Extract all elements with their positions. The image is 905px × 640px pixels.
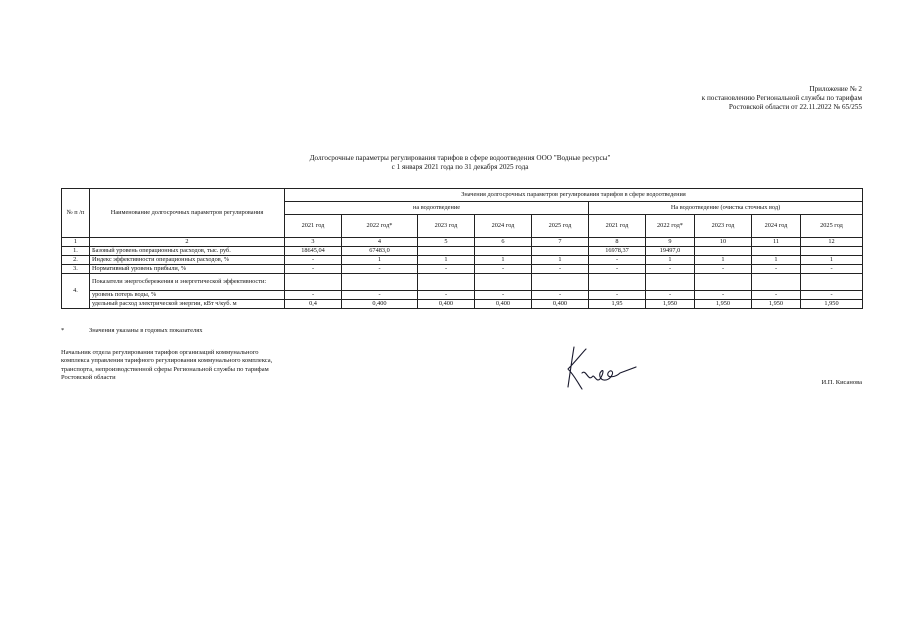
title-line: Долгосрочные параметры регулирования тарифов в сфере водоотведения ООО "Водные ресурсы" bbox=[309, 154, 611, 162]
footnote bbox=[61, 327, 203, 334]
empty-cell bbox=[695, 273, 752, 290]
value-cell: - bbox=[801, 290, 863, 299]
value-cell: - bbox=[801, 264, 863, 273]
row-number-cell: 1. bbox=[62, 246, 90, 255]
value-cell: 1,950 bbox=[646, 299, 695, 308]
empty-cell bbox=[646, 273, 695, 290]
value-cell: 1 bbox=[801, 255, 863, 264]
column-number-cell: 2 bbox=[90, 238, 285, 247]
value-cell: 18645,04 bbox=[285, 246, 342, 255]
value-cell: - bbox=[418, 290, 475, 299]
value-cell: 1,95 bbox=[589, 299, 646, 308]
value-cell: - bbox=[475, 264, 532, 273]
value-cell: 1 bbox=[752, 255, 801, 264]
column-number-cell: 7 bbox=[532, 238, 589, 247]
column-number-cell: 11 bbox=[752, 238, 801, 247]
value-cell: - bbox=[695, 290, 752, 299]
signature-position bbox=[61, 349, 341, 383]
header-cell-year: 2022 год* bbox=[646, 215, 695, 238]
appendix-note bbox=[602, 85, 862, 112]
header-cell-subgroup: на водоотведение bbox=[285, 202, 589, 215]
position-line: комплекса управления тарифного регулирования коммунального комплекса, bbox=[61, 357, 273, 365]
value-cell: 0,400 bbox=[532, 299, 589, 308]
value-cell bbox=[752, 246, 801, 255]
value-cell: - bbox=[589, 255, 646, 264]
value-cell bbox=[532, 246, 589, 255]
header-cell-year: 2023 год bbox=[418, 215, 475, 238]
header-cell-num: № п /п bbox=[62, 189, 90, 238]
value-cell: - bbox=[418, 264, 475, 273]
value-cell: 16978,37 bbox=[589, 246, 646, 255]
value-cell: 1,950 bbox=[752, 299, 801, 308]
value-cell: 1 bbox=[532, 255, 589, 264]
value-cell: - bbox=[342, 264, 418, 273]
header-cell-year: 2022 год* bbox=[342, 215, 418, 238]
column-number-cell: 8 bbox=[589, 238, 646, 247]
empty-cell bbox=[532, 273, 589, 290]
row-name-cell: уровень потерь воды, % bbox=[90, 290, 285, 299]
handwritten-signature bbox=[560, 343, 640, 393]
value-cell: - bbox=[695, 264, 752, 273]
value-cell: 0,4 bbox=[285, 299, 342, 308]
value-cell: 0,400 bbox=[475, 299, 532, 308]
value-cell bbox=[418, 246, 475, 255]
header-cell-year: 2025 год bbox=[801, 215, 863, 238]
column-number-cell: 12 bbox=[801, 238, 863, 247]
empty-cell bbox=[418, 273, 475, 290]
appendix-line: к постановлению Региональной службы по тарифам bbox=[701, 94, 862, 102]
value-cell: 1 bbox=[646, 255, 695, 264]
value-cell: 1,950 bbox=[695, 299, 752, 308]
appendix-line: Ростовской области от 22.11.2022 № 65/255 bbox=[728, 103, 862, 111]
empty-cell bbox=[475, 273, 532, 290]
value-cell: - bbox=[342, 290, 418, 299]
header-cell-name: Наименование долгосрочных параметров регулирования bbox=[90, 189, 285, 238]
position-line: Ростовской области bbox=[61, 374, 116, 382]
value-cell: - bbox=[589, 264, 646, 273]
header-cell-year: 2025 год bbox=[532, 215, 589, 238]
value-cell: - bbox=[285, 264, 342, 273]
table-row bbox=[62, 264, 863, 273]
empty-cell bbox=[342, 273, 418, 290]
empty-cell bbox=[589, 273, 646, 290]
value-cell: 67483,0 bbox=[342, 246, 418, 255]
value-cell bbox=[801, 246, 863, 255]
footnote-mark: * bbox=[61, 327, 65, 334]
value-cell: 1 bbox=[475, 255, 532, 264]
value-cell: - bbox=[589, 290, 646, 299]
value-cell: - bbox=[475, 290, 532, 299]
row-name-cell: Нормативный уровень прибыли, % bbox=[90, 264, 285, 273]
parameters-table bbox=[61, 188, 863, 309]
value-cell: 19497,0 bbox=[646, 246, 695, 255]
value-cell: - bbox=[285, 290, 342, 299]
document-title bbox=[160, 154, 760, 172]
value-cell: - bbox=[752, 264, 801, 273]
table-row bbox=[62, 246, 863, 255]
header-cell-year: 2024 год bbox=[475, 215, 532, 238]
column-number-cell: 9 bbox=[646, 238, 695, 247]
appendix-line: Приложение № 2 bbox=[809, 85, 862, 93]
value-cell: 1,950 bbox=[801, 299, 863, 308]
header-row bbox=[62, 189, 863, 202]
table-row bbox=[62, 273, 863, 290]
value-cell: 1 bbox=[418, 255, 475, 264]
title-line: с 1 января 2021 года по 31 декабря 2025 года bbox=[391, 163, 529, 171]
header-cell-year: 2021 год bbox=[589, 215, 646, 238]
row-name-cell: Базовый уровень операционных расходов, тыс. руб. bbox=[90, 246, 285, 255]
header-cell-year: 2024 год bbox=[752, 215, 801, 238]
header-cell-subgroup: На водоотведение (очистка сточных вод) bbox=[589, 202, 863, 215]
row-number-cell: 3. bbox=[62, 264, 90, 273]
column-number-cell: 1 bbox=[62, 238, 90, 247]
column-number-cell: 6 bbox=[475, 238, 532, 247]
table-row bbox=[62, 290, 863, 299]
value-cell: - bbox=[532, 290, 589, 299]
row-number-cell: 4. bbox=[62, 273, 90, 308]
value-cell: 0,400 bbox=[418, 299, 475, 308]
column-number-cell: 5 bbox=[418, 238, 475, 247]
position-line: Начальник отдела регулирования тарифов организаций коммунального bbox=[61, 349, 259, 356]
header-cell-group: Значения долгосрочных параметров регулирования тарифов в сфере водоотведения bbox=[285, 189, 863, 202]
column-number-cell: 4 bbox=[342, 238, 418, 247]
empty-cell bbox=[752, 273, 801, 290]
row-number-cell: 2. bbox=[62, 255, 90, 264]
row-name-cell: Показатели энергосбережения и энергетической эффективности: bbox=[90, 273, 285, 290]
position-line: транспорта, непроизводственной сферы Региональной службы по тарифам bbox=[61, 365, 269, 373]
column-number-cell: 10 bbox=[695, 238, 752, 247]
header-cell-year: 2023 год bbox=[695, 215, 752, 238]
value-cell: 1 bbox=[342, 255, 418, 264]
column-number-cell: 3 bbox=[285, 238, 342, 247]
row-name-cell: Индекс эффективности операционных расходов, % bbox=[90, 255, 285, 264]
signer-name: И.П. Кисанова bbox=[821, 379, 862, 386]
value-cell: - bbox=[646, 290, 695, 299]
column-numbers-row bbox=[62, 238, 863, 247]
row-name-cell: удельный расход электрической энергии, кВт ч/куб. м bbox=[90, 299, 285, 308]
value-cell: - bbox=[532, 264, 589, 273]
value-cell: 0,400 bbox=[342, 299, 418, 308]
value-cell: - bbox=[752, 290, 801, 299]
empty-cell bbox=[285, 273, 342, 290]
table-row bbox=[62, 255, 863, 264]
value-cell: - bbox=[646, 264, 695, 273]
empty-cell bbox=[801, 273, 863, 290]
footnote-text: Значения указаны в годовых показателях bbox=[89, 327, 203, 334]
value-cell: - bbox=[285, 255, 342, 264]
value-cell: 1 bbox=[695, 255, 752, 264]
value-cell bbox=[475, 246, 532, 255]
table-row bbox=[62, 299, 863, 308]
header-cell-year: 2021 год bbox=[285, 215, 342, 238]
value-cell bbox=[695, 246, 752, 255]
